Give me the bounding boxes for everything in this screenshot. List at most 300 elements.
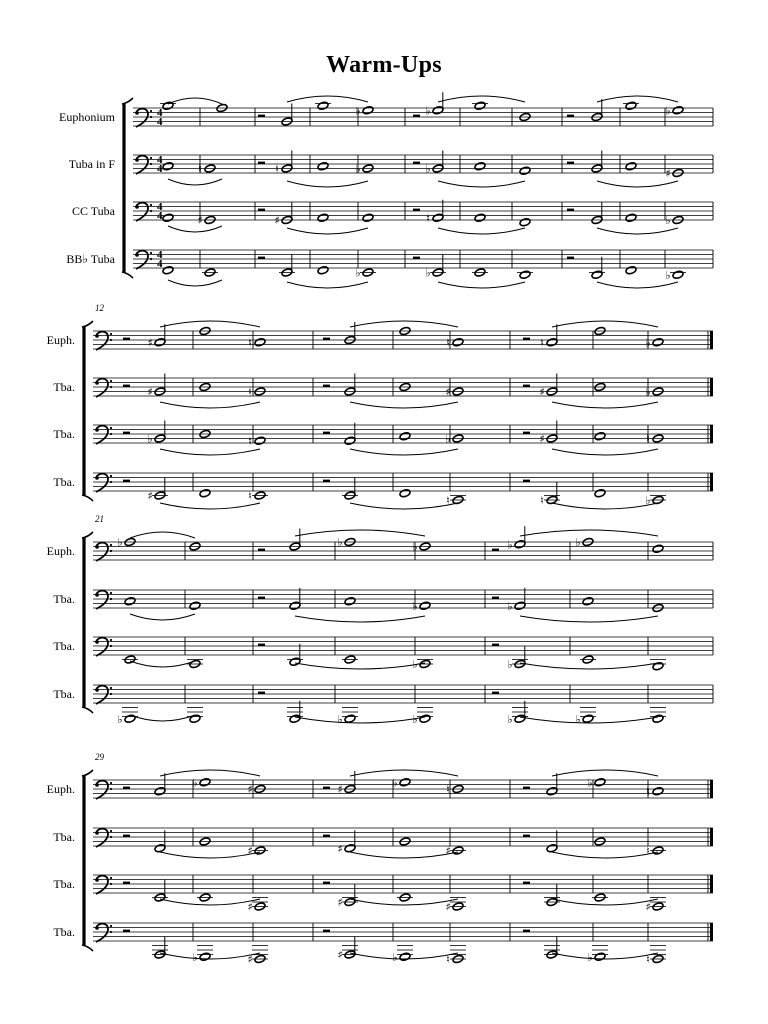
accidental: ♯: [645, 900, 651, 914]
whole-note: [399, 432, 411, 441]
half-rest: [323, 930, 330, 932]
half-rest: [258, 692, 265, 694]
half-rest: [123, 432, 130, 434]
accidental: ♮: [646, 432, 650, 446]
whole-note: [594, 432, 606, 441]
slur: [295, 717, 425, 723]
accidental: ♭: [587, 776, 593, 790]
accidental: ♭: [117, 536, 123, 549]
slurs: [168, 226, 678, 234]
accidental: ♯: [247, 953, 253, 966]
accidental: ♭: [355, 104, 361, 118]
bracket-bottom: [82, 707, 93, 713]
slurs: [160, 852, 658, 858]
time-signature-bottom: 4: [157, 163, 163, 175]
bracket-top: [82, 321, 93, 327]
half-rest: [123, 930, 130, 932]
bass-clef-icon: [95, 829, 112, 847]
slur: [168, 179, 222, 185]
slurs: [130, 614, 658, 622]
measure-number: 21: [95, 514, 104, 524]
slur: [160, 852, 260, 858]
accidental: ♭: [425, 162, 431, 176]
whole-note: [317, 162, 329, 171]
staff: [53, 685, 713, 726]
slur: [552, 402, 658, 408]
accidental: ♭: [392, 776, 398, 790]
staff-label: Tba.: [53, 380, 75, 394]
staff: [53, 421, 713, 456]
staff: [47, 526, 713, 561]
half-rest: [492, 597, 499, 599]
accidental: ♯: [247, 783, 253, 796]
half-rest: [567, 115, 574, 117]
whole-note: [594, 778, 606, 787]
half-rest: [123, 787, 130, 789]
slurs: [160, 503, 658, 509]
notes: [154, 830, 666, 857]
accidental: ♯: [337, 783, 343, 796]
staff: [66, 249, 713, 288]
staff: [69, 151, 713, 188]
accidental: ♭: [337, 536, 343, 549]
whole-note: [199, 489, 211, 498]
half-rest: [567, 209, 574, 211]
accidental: ♮: [198, 162, 202, 176]
half-rest: [323, 385, 330, 387]
slur: [350, 402, 458, 408]
accidental: ♭: [587, 950, 593, 964]
accidental: ♯: [445, 844, 451, 858]
half-rest: [258, 597, 265, 599]
staff-label: Tba.: [53, 427, 75, 441]
slurs: [160, 449, 658, 455]
half-rest: [258, 115, 265, 117]
half-note: [344, 844, 356, 853]
bass-clef-icon: [95, 426, 112, 444]
bass-clef-icon: [135, 156, 152, 174]
time-signature-top: 4: [157, 201, 163, 213]
accidental: ♭: [665, 104, 671, 118]
time-signature-bottom: 4: [157, 258, 163, 270]
whole-note: [399, 778, 411, 787]
bracket-top: [82, 770, 93, 776]
half-rest: [123, 385, 130, 387]
time-signature-top: 4: [157, 154, 163, 166]
accidental: ♮: [540, 336, 544, 350]
accidental: ♭: [507, 599, 513, 613]
accidental: ♭: [575, 536, 581, 549]
bass-clef-icon: [95, 638, 112, 656]
accidental: ♯: [665, 167, 671, 180]
slur: [520, 663, 658, 669]
whole-note: [519, 166, 531, 175]
accidental: ♭: [412, 540, 418, 554]
half-rest: [523, 930, 530, 932]
slur: [160, 770, 260, 776]
bracket-top: [82, 532, 93, 538]
accidental: ♭: [507, 658, 513, 671]
half-rest: [258, 162, 265, 164]
slur: [597, 181, 678, 187]
staff-label: Tba.: [53, 687, 75, 701]
whole-note: [362, 106, 374, 115]
accidental: ♭: [507, 712, 513, 726]
system-4: [47, 752, 713, 966]
accidental: ♯: [539, 432, 545, 446]
slur: [130, 532, 195, 538]
half-rest: [523, 835, 530, 837]
whole-note: [419, 601, 431, 610]
slur: [552, 899, 658, 905]
half-rest: [323, 882, 330, 884]
whole-note: [452, 338, 464, 347]
accidental: ♯: [147, 336, 153, 350]
staff: [53, 374, 713, 409]
staff-label: Tuba in F: [68, 157, 115, 171]
staff-label: Euph.: [46, 333, 75, 347]
whole-note: [399, 489, 411, 498]
half-rest: [413, 257, 420, 259]
slurs: [160, 770, 658, 776]
staff: [53, 637, 713, 671]
whole-note: [162, 162, 174, 171]
staff-label: BB♭ Tuba: [66, 252, 115, 266]
slur: [438, 282, 525, 288]
whole-note: [199, 778, 211, 787]
half-rest: [323, 835, 330, 837]
accidental: ♮: [646, 844, 650, 858]
half-rest: [523, 338, 530, 340]
half-rest: [258, 257, 265, 259]
whole-note: [594, 952, 606, 961]
accidental: ♭: [575, 712, 581, 726]
slurs: [130, 661, 658, 669]
whole-note: [652, 544, 664, 553]
notes: [162, 200, 684, 227]
time-signature-top: 4: [157, 107, 163, 119]
half-note: [344, 436, 356, 445]
accidental: ♭: [665, 268, 671, 282]
half-rest: [523, 787, 530, 789]
accidental: ♭: [147, 432, 153, 446]
half-rest: [567, 257, 574, 259]
half-note: [546, 787, 558, 796]
half-rest: [523, 882, 530, 884]
slur: [287, 228, 368, 234]
whole-note: [672, 270, 684, 279]
half-note: [591, 270, 603, 279]
bass-clef-icon: [95, 591, 112, 609]
staff-label: Tba.: [53, 639, 75, 653]
half-rest: [523, 385, 530, 387]
slur: [160, 503, 260, 509]
accidental: ♮: [446, 783, 450, 796]
half-rest: [123, 835, 130, 837]
slur: [287, 96, 368, 102]
slur: [130, 715, 195, 721]
slur: [295, 530, 425, 536]
whole-note: [124, 597, 136, 606]
bass-clef-icon: [95, 543, 112, 561]
accidental: ♭: [412, 658, 418, 671]
slur: [160, 899, 260, 905]
half-note: [154, 844, 166, 853]
whole-note: [317, 101, 329, 110]
half-rest: [492, 644, 499, 646]
staff-label: Euphonium: [59, 110, 115, 124]
notes: [160, 92, 684, 126]
staff: [72, 200, 713, 234]
slur: [552, 503, 658, 509]
slur: [130, 661, 195, 667]
half-rest: [323, 432, 330, 434]
system-3: [47, 514, 713, 726]
half-rest: [323, 480, 330, 482]
staff-label: Tba.: [53, 925, 75, 939]
half-rest: [492, 692, 499, 694]
accidental: ♭: [192, 776, 198, 790]
bass-clef-icon: [95, 686, 112, 704]
slur: [287, 181, 368, 187]
whole-note: [254, 338, 266, 347]
accidental: ♭: [425, 104, 431, 118]
bass-clef-icon: [135, 109, 152, 127]
half-note: [432, 213, 444, 222]
staff: [47, 770, 713, 799]
accidental: ♭: [392, 950, 398, 964]
whole-note: [594, 489, 606, 498]
accidental: ♮: [248, 434, 252, 448]
slur: [350, 852, 458, 858]
accidental: ♭: [355, 162, 361, 176]
slur: [168, 226, 222, 232]
bracket-top: [122, 98, 133, 104]
slur: [168, 98, 222, 104]
whole-note: [317, 213, 329, 222]
system-1: [59, 92, 713, 288]
accidental: ♮: [248, 489, 252, 503]
slur: [350, 503, 458, 509]
half-note: [514, 714, 526, 723]
whole-note: [652, 338, 664, 347]
notes: [124, 588, 664, 613]
whole-note: [625, 101, 637, 110]
staff: [53, 588, 713, 622]
staff-label: CC Tuba: [71, 204, 115, 218]
half-rest: [323, 338, 330, 340]
slur: [350, 899, 458, 905]
slurs: [168, 280, 678, 288]
accidental: ♯: [445, 385, 451, 399]
accidental: ♭: [337, 712, 343, 726]
slur: [130, 614, 195, 620]
half-rest: [258, 209, 265, 211]
accidental: ♭: [192, 950, 198, 964]
staff: [53, 923, 713, 966]
slurs: [160, 899, 658, 905]
half-rest: [523, 480, 530, 482]
accidental: ♭: [445, 432, 451, 446]
staff-label: Tba.: [53, 475, 75, 489]
staff: [53, 828, 713, 858]
accidental: ♭: [645, 385, 651, 399]
whole-note: [344, 714, 356, 723]
slur: [295, 663, 425, 669]
slur: [552, 852, 658, 858]
accidental: ♭: [645, 494, 651, 507]
accidental: ♭: [117, 712, 123, 726]
system-2: [47, 303, 713, 509]
accidental: ♭: [665, 214, 671, 227]
whole-note: [162, 213, 174, 222]
whole-note: [399, 952, 411, 961]
bracket-bottom: [82, 495, 93, 501]
half-rest: [413, 115, 420, 117]
whole-note: [344, 597, 356, 606]
accidental: ♮: [446, 336, 450, 350]
slurs: [168, 179, 678, 187]
bass-clef-icon: [95, 924, 112, 942]
slur: [287, 282, 368, 288]
half-note: [289, 601, 301, 610]
half-rest: [567, 162, 574, 164]
bass-clef-icon: [95, 474, 112, 492]
slur: [160, 402, 260, 408]
accidental: ♮: [646, 953, 650, 966]
accidental: ♭: [425, 266, 431, 280]
accidental: ♮: [248, 336, 252, 350]
measure-number: 12: [95, 303, 104, 313]
slur: [160, 321, 260, 327]
half-rest: [123, 480, 130, 482]
slur: [552, 321, 658, 327]
accidental: ♯: [337, 948, 343, 962]
half-rest: [413, 209, 420, 211]
accidental: ♮: [446, 953, 450, 966]
score-title: Warm-Ups: [326, 52, 442, 78]
slur: [520, 616, 658, 622]
staff: [53, 473, 713, 509]
accidental: ♮: [446, 494, 450, 507]
half-rest: [413, 162, 420, 164]
half-rest: [258, 644, 265, 646]
whole-note: [625, 162, 637, 171]
whole-note: [362, 213, 374, 222]
accidental: ♯: [337, 842, 343, 856]
slur: [438, 96, 525, 102]
half-note: [514, 540, 526, 549]
half-note: [514, 601, 526, 610]
slur: [438, 228, 525, 234]
half-note: [154, 338, 166, 347]
half-rest: [492, 549, 499, 551]
staff-label: Tba.: [53, 830, 75, 844]
slur: [168, 280, 222, 286]
whole-note: [652, 662, 664, 671]
half-note: [289, 714, 301, 723]
half-rest: [123, 338, 130, 340]
whole-note: [419, 714, 431, 723]
accidental: ♮: [426, 211, 430, 225]
half-note: [546, 338, 558, 347]
staff-label: Tba.: [53, 877, 75, 891]
whole-note: [519, 270, 531, 279]
slur: [552, 770, 658, 776]
whole-note: [189, 601, 201, 610]
accidental: ♯: [247, 844, 253, 858]
notes: [152, 880, 666, 914]
accidental: ♯: [147, 489, 153, 503]
staff: [53, 875, 713, 914]
bracket-bottom: [122, 272, 133, 278]
slur: [597, 96, 678, 102]
slur: [438, 181, 525, 187]
time-signature-bottom: 4: [157, 210, 163, 222]
slur: [350, 449, 458, 455]
whole-note: [625, 213, 637, 222]
half-note: [154, 787, 166, 796]
accidental: ♮: [275, 162, 279, 176]
whole-note: [625, 266, 637, 275]
half-rest: [258, 549, 265, 551]
whole-note: [652, 787, 664, 796]
accidental: ♮: [540, 494, 544, 507]
whole-note: [474, 101, 486, 110]
whole-note: [474, 162, 486, 171]
whole-note: [582, 597, 594, 606]
whole-note: [317, 266, 329, 275]
half-rest: [523, 432, 530, 434]
bass-clef-icon: [135, 203, 152, 221]
slur: [520, 530, 658, 536]
slurs: [160, 321, 658, 327]
slurs: [160, 402, 658, 408]
bracket-bottom: [82, 945, 93, 951]
whole-note: [162, 266, 174, 275]
slur: [552, 449, 658, 455]
slur: [350, 770, 458, 776]
slur: [350, 321, 458, 327]
accidental: ♯: [147, 385, 153, 399]
accidental: ♯: [247, 900, 253, 914]
half-note: [289, 657, 301, 666]
whole-note: [672, 106, 684, 115]
half-rest: [323, 787, 330, 789]
bass-clef-icon: [135, 251, 152, 269]
measure-number: 29: [95, 752, 104, 762]
bass-clef-icon: [95, 876, 112, 894]
slur: [295, 616, 425, 622]
bass-clef-icon: [95, 781, 112, 799]
staff-label: Tba.: [53, 592, 75, 606]
accidental: ♭: [412, 712, 418, 726]
slur: [160, 449, 260, 455]
accidental: ♯: [337, 896, 343, 909]
half-note: [546, 844, 558, 853]
accidental: ♯: [274, 214, 280, 227]
slur: [597, 282, 678, 288]
half-note: [432, 106, 444, 115]
time-signature-bottom: 4: [157, 116, 163, 128]
staff: [47, 321, 713, 350]
whole-note: [254, 436, 266, 445]
whole-note: [582, 714, 594, 723]
slur: [597, 228, 678, 234]
staff: [59, 92, 713, 128]
bass-clef-icon: [95, 332, 112, 350]
whole-note: [474, 213, 486, 222]
